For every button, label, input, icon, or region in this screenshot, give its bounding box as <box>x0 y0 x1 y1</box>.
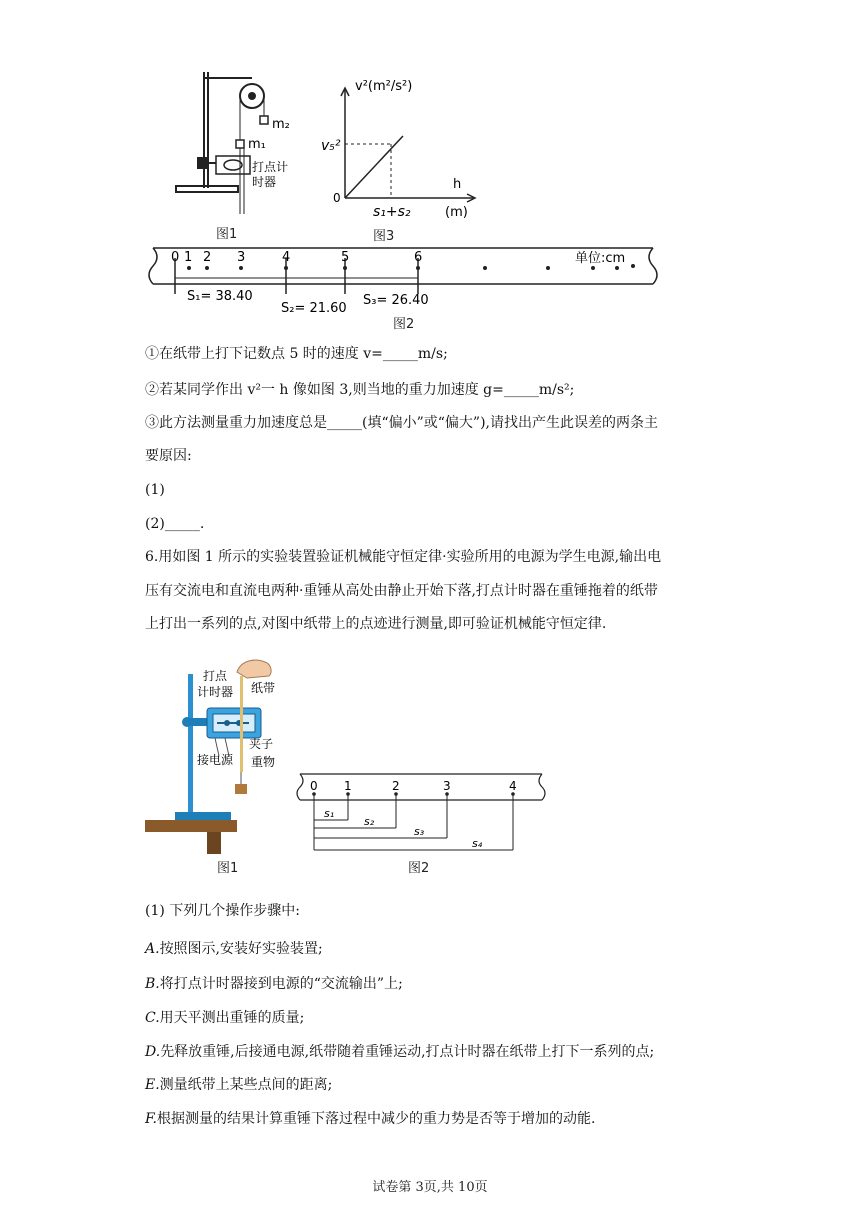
mid-figure-1 <box>145 652 295 880</box>
x-unit-label: (m) <box>445 205 468 220</box>
step-text: 测量纸带上某些点间的距离; <box>159 1077 333 1093</box>
label-timer-1: 打点 <box>203 669 228 683</box>
tape-point-3: 3 <box>237 250 246 265</box>
label-clip: 夹子 <box>249 737 274 751</box>
tape2-point-1: 1 <box>344 779 352 793</box>
label-tape: 纸带 <box>251 681 276 695</box>
step-text: 按照图示,安装好实验装置; <box>159 941 323 957</box>
tape-point-4: 4 <box>282 250 291 265</box>
timer-label-line1: 打点计 <box>252 160 289 174</box>
label-weight: 重物 <box>251 755 276 769</box>
question-3-sub1: (1) <box>145 482 165 498</box>
tape2-s1: s₁ <box>324 807 335 820</box>
tape-point-6: 6 <box>414 250 423 265</box>
problem-6-line1: 6.用如图 1 所示的实验装置验证机械能守恒定律·实验所用的电源为学生电源,输出电 <box>145 549 662 565</box>
y-axis-label: v²(m²/s²) <box>355 79 413 94</box>
x-axis-label: h <box>453 177 462 192</box>
tape-point-5: 5 <box>341 250 350 265</box>
label-power: 接电源 <box>197 753 234 767</box>
step-letter: A. <box>145 941 160 957</box>
step-letter: B. <box>145 976 160 992</box>
question-1: ①在纸带上打下记数点 5 时的速度 v=_____m/s; <box>145 346 448 362</box>
mid-fig1-caption: 图1 <box>217 861 239 876</box>
step-b <box>145 975 403 993</box>
step-letter: F. <box>145 1111 157 1127</box>
question-2: ②若某同学作出 v²一 h 像如图 3,则当地的重力加速度 g=_____m/s²; <box>145 382 575 398</box>
tape-point-0: 0 <box>171 250 180 265</box>
problem-6-line2: 压有交流电和直流电两种·重锤从高处由静止开始下落,打点计时器在重锤拖着的纸带 <box>145 583 658 599</box>
label-m2: m₂ <box>272 117 290 132</box>
step-letter: E. <box>145 1077 160 1093</box>
tape2-point-3: 3 <box>443 779 451 793</box>
x-tick-label: s₁+s₂ <box>373 204 411 220</box>
origin-label: 0 <box>333 191 341 205</box>
s3-label: S₃= 26.40 <box>363 293 429 308</box>
s2-label: S₂= 21.60 <box>281 301 347 316</box>
question-3-sub2: (2)_____. <box>145 516 205 532</box>
top-fig3-caption: 图3 <box>373 229 395 244</box>
timer-label-line2: 时器 <box>252 175 277 189</box>
tape2-point-2: 2 <box>392 779 400 793</box>
step-f <box>145 1110 595 1128</box>
top-figure-1 <box>170 68 290 248</box>
step-text: 根据测量的结果计算重锤下落过程中减少的重力势是否等于增加的动能. <box>156 1111 596 1127</box>
step-c <box>145 1009 304 1027</box>
step-letter: C. <box>145 1010 160 1026</box>
tape2-point-4: 4 <box>509 779 517 793</box>
top-fig2-caption: 图2 <box>393 317 415 332</box>
tape2-s4: s₄ <box>472 837 483 850</box>
top-tape-figure-2 <box>145 244 660 336</box>
tape2-s3: s₃ <box>414 825 425 838</box>
label-m1: m₁ <box>248 137 266 152</box>
step-e <box>145 1076 332 1094</box>
step-text: 用天平测出重锤的质量; <box>159 1010 305 1026</box>
step-a <box>145 940 323 958</box>
tape2-s2: s₂ <box>364 815 375 828</box>
page-footer: 试卷第 3页,共 10页 <box>372 1180 488 1195</box>
top-fig1-caption: 图1 <box>216 227 238 242</box>
tape-unit-label: 单位:cm <box>575 251 626 266</box>
question-3-line2: 要原因: <box>145 448 192 464</box>
tape2-point-0: 0 <box>310 779 318 793</box>
step-letter: D. <box>145 1044 161 1060</box>
tape-point-2: 2 <box>203 250 212 265</box>
y-tick-label: v₅² <box>321 138 341 154</box>
question-3-line1: ③此方法测量重力加速度总是_____(填“偏小”或“偏大”),请找出产生此误差的两条主 <box>145 415 659 431</box>
s1-label: S₁= 38.40 <box>187 289 253 304</box>
top-figure-3 <box>315 74 485 246</box>
mid-figure-2 <box>296 770 548 880</box>
tape-point-1: 1 <box>184 250 193 265</box>
problem-6-line3: 上打出一系列的点,对图中纸带上的点迹进行测量,即可验证机械能守恒定律. <box>145 616 607 632</box>
step-d <box>145 1043 654 1061</box>
step-text: 先释放重锤,后接通电源,纸带随着重锤运动,打点计时器在纸带上打下一系列的点; <box>160 1044 655 1060</box>
mid-fig2-caption: 图2 <box>408 861 430 876</box>
label-timer-2: 计时器 <box>197 685 234 699</box>
part1-heading: (1) 下列几个操作步骤中: <box>145 903 300 919</box>
step-text: 将打点计时器接到电源的“交流输出”上; <box>159 976 403 992</box>
